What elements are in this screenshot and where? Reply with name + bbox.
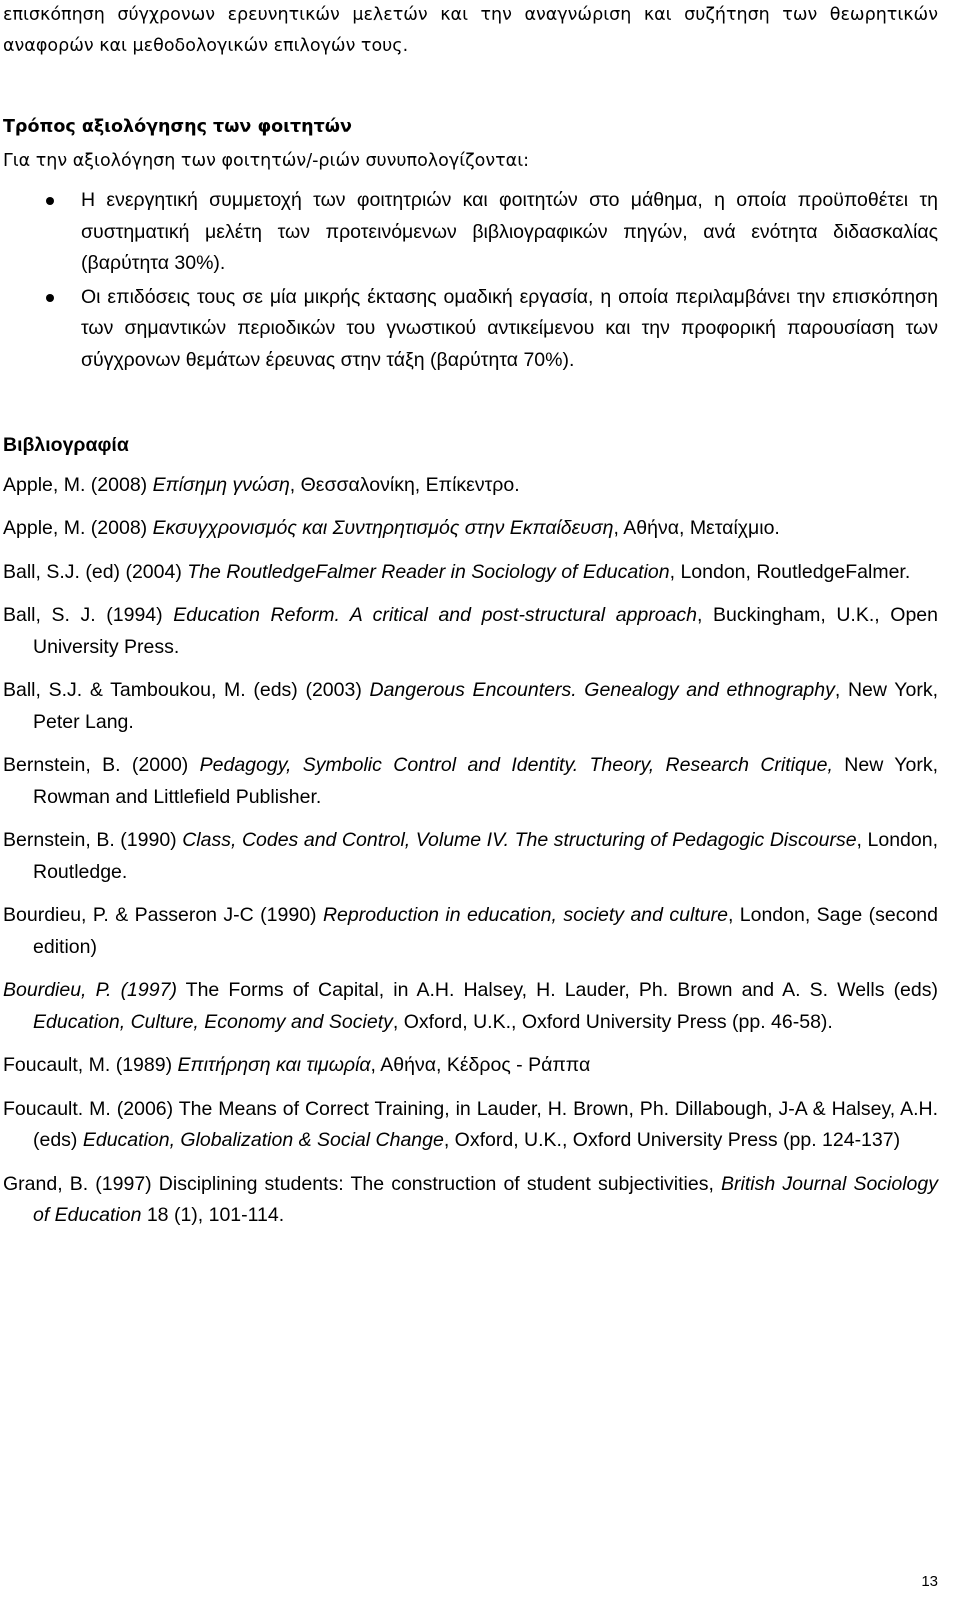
reference-title: Pedagogy, Symbolic Control and Identity. Theory, Research Critique, [199,754,833,776]
bullet-item [3,282,938,377]
reference-item [3,470,938,502]
reference-author: Ball, S.J. (ed) (2004) [3,560,188,583]
reference-title: Επίσημη γνώση [152,473,290,496]
reference-item [3,975,938,1038]
reference-publisher: , Αθήνα, Μεταίχμιο. [613,517,780,539]
assessment-lead: Για την αξιολόγηση των φοιτητών/-ριών συνυπολογίζονται: [3,151,530,171]
reference-author: Bourdieu, P. (1997) [3,979,177,1001]
page-number: 13 [921,1573,938,1590]
bullet-item [3,185,938,280]
reference-author: Bernstein, B. (2000) [3,754,200,776]
reference-title: The RoutledgeFalmer Reader in Sociology of Education [187,560,670,583]
reference-publisher: , London, Sage (second edition) [33,904,938,958]
assessment-bullet-list [3,185,938,376]
reference-author: Foucault. M. (2006) The Means of Correct Training, in Lauder, H. Brown, Ph. Dillabough, J-A & Halsey, A.H. (eds) [3,1097,938,1151]
reference-item [3,1050,938,1082]
reference-publisher: , London, Routledge. [33,829,938,883]
reference-item [3,900,938,963]
bibliography-heading: Βιβλιογραφία [3,434,129,456]
reference-publisher: , Oxford, U.K., Oxford University Press (pp. 46-58). [392,1010,833,1033]
reference-author: Bernstein, B. (1990) [3,829,183,851]
reference-title: Επιτήρηση και τιμωρία [177,1054,371,1076]
reference-item [3,600,938,663]
reference-author: Ball, S. J. (1994) [3,604,174,626]
reference-publisher: , New York, Peter Lang. [33,679,938,733]
reference-item [3,1169,938,1232]
assessment-heading: Τρόπος αξιολόγησης των φοιτητών [3,117,352,137]
reference-title: British Journal Sociology of Education [33,1172,938,1226]
reference-author: Apple, M. (2008) [3,517,153,539]
reference-title: Education Reform. A critical and post-structural approach [173,604,698,626]
reference-title: Class, Codes and Control, Volume IV. The structuring of Pedagogic Discourse [182,829,857,851]
bullet-text: Η ενεργητική συμμετοχή των φοιτητριών και φοιτητών στο μάθημα, η οποία προϋποθέτει τη συστηματική μελέτη των προτεινόμενων βιβλιογραφικών πηγών, ανά ενότητα διδασκαλίας (βαρύτητα 30%). [81,189,938,274]
reference-publisher: , Αθήνα, Κέδρος - Ράππα [370,1054,591,1076]
bullet-icon [46,294,54,302]
reference-chapter: The Forms of Capital, in A.H. Halsey, H. Lauder, Ph. Brown and A. S. Wells (eds) [176,979,938,1001]
reference-publisher: , Θεσσαλονίκη, Επίκεντρο. [289,473,520,496]
bullet-icon [46,197,54,205]
reference-author: Bourdieu, P. & Passeron J-C (1990) [3,904,323,926]
reference-publisher: New York, Rowman and Littlefield Publisher. [33,754,939,808]
bullet-text: Οι επιδόσεις τους σε μία μικρής έκτασης ομαδική εργασία, η οποία περιλαμβάνει την επισκόπηση των σημαντικών περιοδικών του γνωστικού αντικείμενου και την προφορική παρουσίαση των σύγχρονων θεμάτων έρευνας στην τάξη (βαρύτητα 70%). [81,285,938,371]
reference-title: Reproduction in education, society and culture [322,904,728,926]
document-page [3,0,938,1244]
reference-author: Ball, S.J. & Tamboukou, M. (eds) (2003) [3,679,370,701]
reference-title: Education, Culture, Economy and Society [33,1010,393,1033]
reference-publisher: , London, RoutledgeFalmer. [669,560,911,583]
reference-title: Εκσυγχρονισμός και Συντηρητισμός στην Εκπαίδευση [152,517,614,539]
reference-item [3,513,938,545]
reference-item [3,1094,938,1157]
reference-publisher: 18 (1), 101-114. [141,1204,285,1226]
reference-author: Apple, M. (2008) [3,473,153,496]
reference-list [3,470,938,1232]
reference-item [3,825,938,888]
reference-title: Dangerous Encounters. Genealogy and ethnography [369,679,835,701]
reference-publisher: , Oxford, U.K., Oxford University Press (pp. 124-137) [443,1129,901,1151]
reference-title: Education, Globalization & Social Change [82,1129,444,1151]
reference-author: Grand, B. (1997) Disciplining students: The construction of student subjectivities, [3,1172,722,1195]
reference-publisher: , Buckingham, U.K., Open University Press. [33,604,938,658]
reference-item [3,557,938,589]
reference-author: Foucault, M. (1989) [3,1054,178,1076]
reference-item [3,675,938,738]
reference-item [3,750,938,813]
intro-paragraph: επισκόπηση σύγχρονων ερευνητικών μελετών και την αναγνώριση και συζήτηση των θεωρητικών αναφορών και μεθοδολογικών επιλογών τους. [3,5,938,56]
